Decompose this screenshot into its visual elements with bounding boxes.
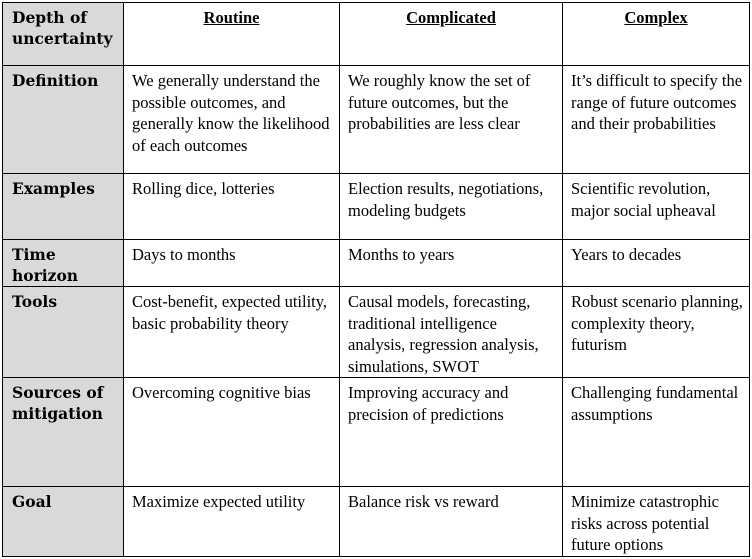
column-header-complicated: Complicated bbox=[340, 3, 563, 66]
cell-routine: Days to months bbox=[124, 240, 340, 287]
cell-complicated: Balance risk vs reward bbox=[340, 487, 563, 557]
row-label: Definition bbox=[3, 66, 124, 174]
row-label: Time horizon bbox=[3, 240, 124, 287]
column-header-complex: Complex bbox=[563, 3, 750, 66]
cell-complicated: Election results, negotiations, modeling budgets bbox=[340, 174, 563, 240]
table-row-examples bbox=[3, 174, 750, 240]
cell-complicated: Improving accuracy and precision of predictions bbox=[340, 378, 563, 487]
cell-complex: Scientific revolution, major social upheaval bbox=[563, 174, 750, 240]
cell-complicated: Causal models, forecasting, traditional intelligence analysis, regression analysis, simulations, SWOT bbox=[340, 287, 563, 378]
row-label: Sources of mitigation bbox=[3, 378, 124, 487]
header-row bbox=[3, 3, 750, 66]
cell-complicated: Months to years bbox=[340, 240, 563, 287]
cell-complex: It’s difficult to specify the range of future outcomes and their probabilities bbox=[563, 66, 750, 174]
cell-routine: Cost-benefit, expected utility, basic probability theory bbox=[124, 287, 340, 378]
row-label: Goal bbox=[3, 487, 124, 557]
cell-routine: Rolling dice, lotteries bbox=[124, 174, 340, 240]
table-row-definition bbox=[3, 66, 750, 174]
cell-routine: Overcoming cognitive bias bbox=[124, 378, 340, 487]
cell-complicated: We roughly know the set of future outcomes, but the probabilities are less clear bbox=[340, 66, 563, 174]
table-row-tools bbox=[3, 287, 750, 378]
cell-complex: Years to decades bbox=[563, 240, 750, 287]
table-row-goal bbox=[3, 487, 750, 557]
row-label: Tools bbox=[3, 287, 124, 378]
table-row-sources-of-mitigation bbox=[3, 378, 750, 487]
header-row-label: Depth of uncertainty bbox=[3, 3, 124, 66]
uncertainty-table bbox=[2, 2, 750, 557]
row-label: Examples bbox=[3, 174, 124, 240]
cell-complex: Robust scenario planning, complexity theory, futurism bbox=[563, 287, 750, 378]
cell-complex: Challenging fundamental assumptions bbox=[563, 378, 750, 487]
column-header-routine: Routine bbox=[124, 3, 340, 66]
cell-routine: Maximize expected utility bbox=[124, 487, 340, 557]
cell-routine: We generally understand the possible outcomes, and generally know the likelihood of each outcomes bbox=[124, 66, 340, 174]
table-row-time-horizon bbox=[3, 240, 750, 287]
cell-complex: Minimize catastrophic risks across potential future options bbox=[563, 487, 750, 557]
